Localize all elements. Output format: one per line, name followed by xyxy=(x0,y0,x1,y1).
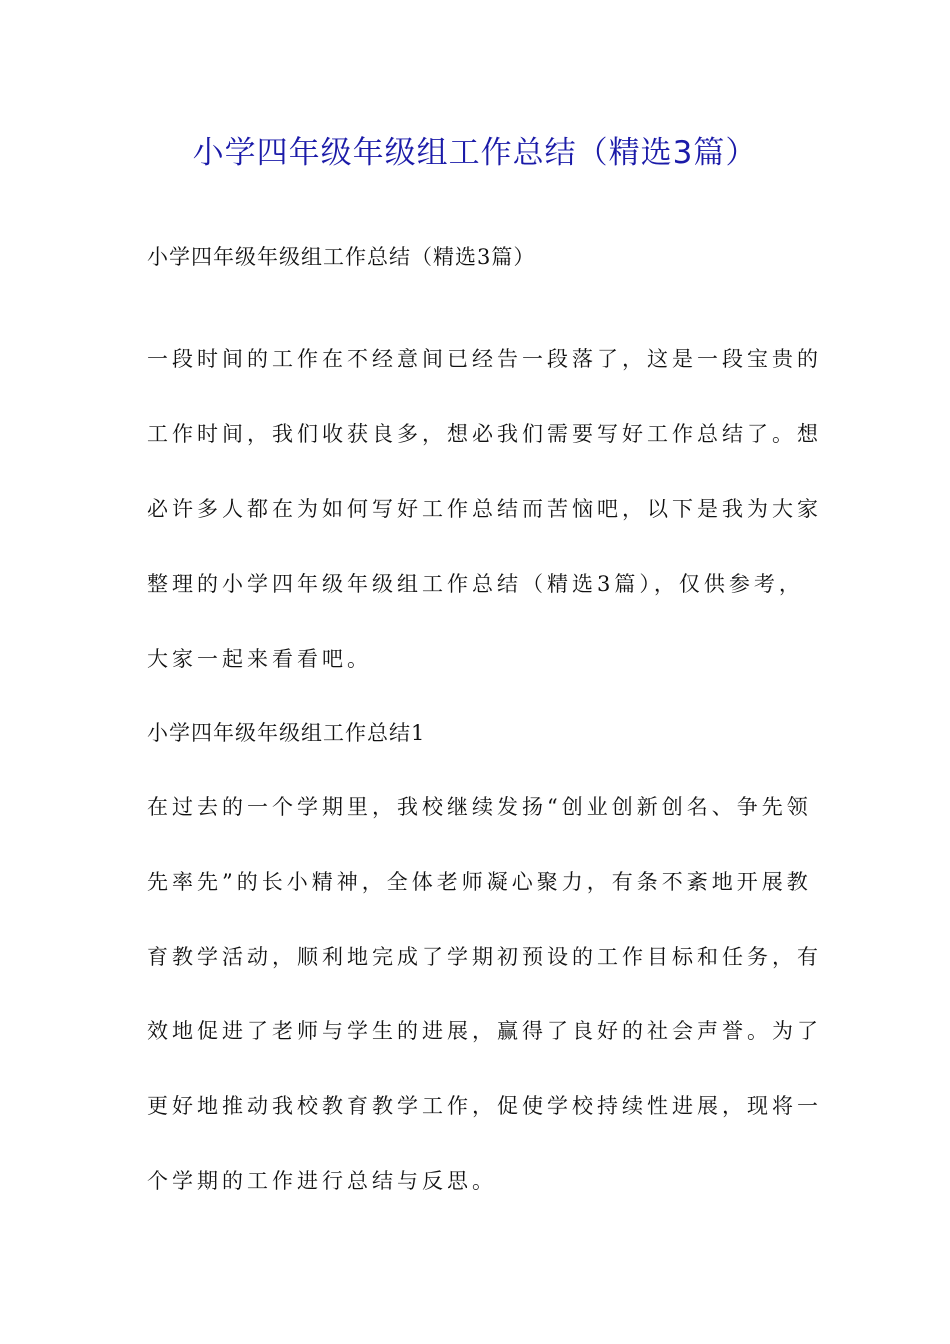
paragraph-line: 先率先”的长小精神，全体老师凝心聚力，有条不紊地开展教 xyxy=(147,870,812,894)
paragraph-line: 育教学活动，顺利地完成了学期初预设的工作目标和任务，有 xyxy=(147,945,822,969)
paragraph-line: 个学期的工作进行总结与反思。 xyxy=(147,1169,497,1193)
section-heading: 小学四年级年级组工作总结1 xyxy=(147,721,426,745)
paragraph-line: 整理的小学四年级年级组工作总结（精选3篇），仅供参考， xyxy=(147,572,804,596)
paragraph-line: 更好地推动我校教育教学工作，促使学校持续性进展，现将一 xyxy=(147,1094,822,1118)
paragraph-line: 效地促进了老师与学生的进展，赢得了良好的社会声誉。为了 xyxy=(147,1019,822,1043)
document-title: 小学四年级年级组工作总结（精选3篇） xyxy=(192,135,758,171)
subtitle-line: 小学四年级年级组工作总结（精选3篇） xyxy=(147,245,536,269)
paragraph-line: 必许多人都在为如何写好工作总结而苦恼吧，以下是我为大家 xyxy=(147,497,822,521)
paragraph-line: 一段时间的工作在不经意间已经告一段落了，这是一段宝贵的 xyxy=(147,347,822,371)
paragraph-line: 在过去的一个学期里，我校继续发扬“创业创新创名、争先领 xyxy=(147,795,812,819)
paragraph-line: 工作时间，我们收获良多，想必我们需要写好工作总结了。想 xyxy=(147,422,822,446)
paragraph-line: 大家一起来看看吧。 xyxy=(147,647,372,671)
